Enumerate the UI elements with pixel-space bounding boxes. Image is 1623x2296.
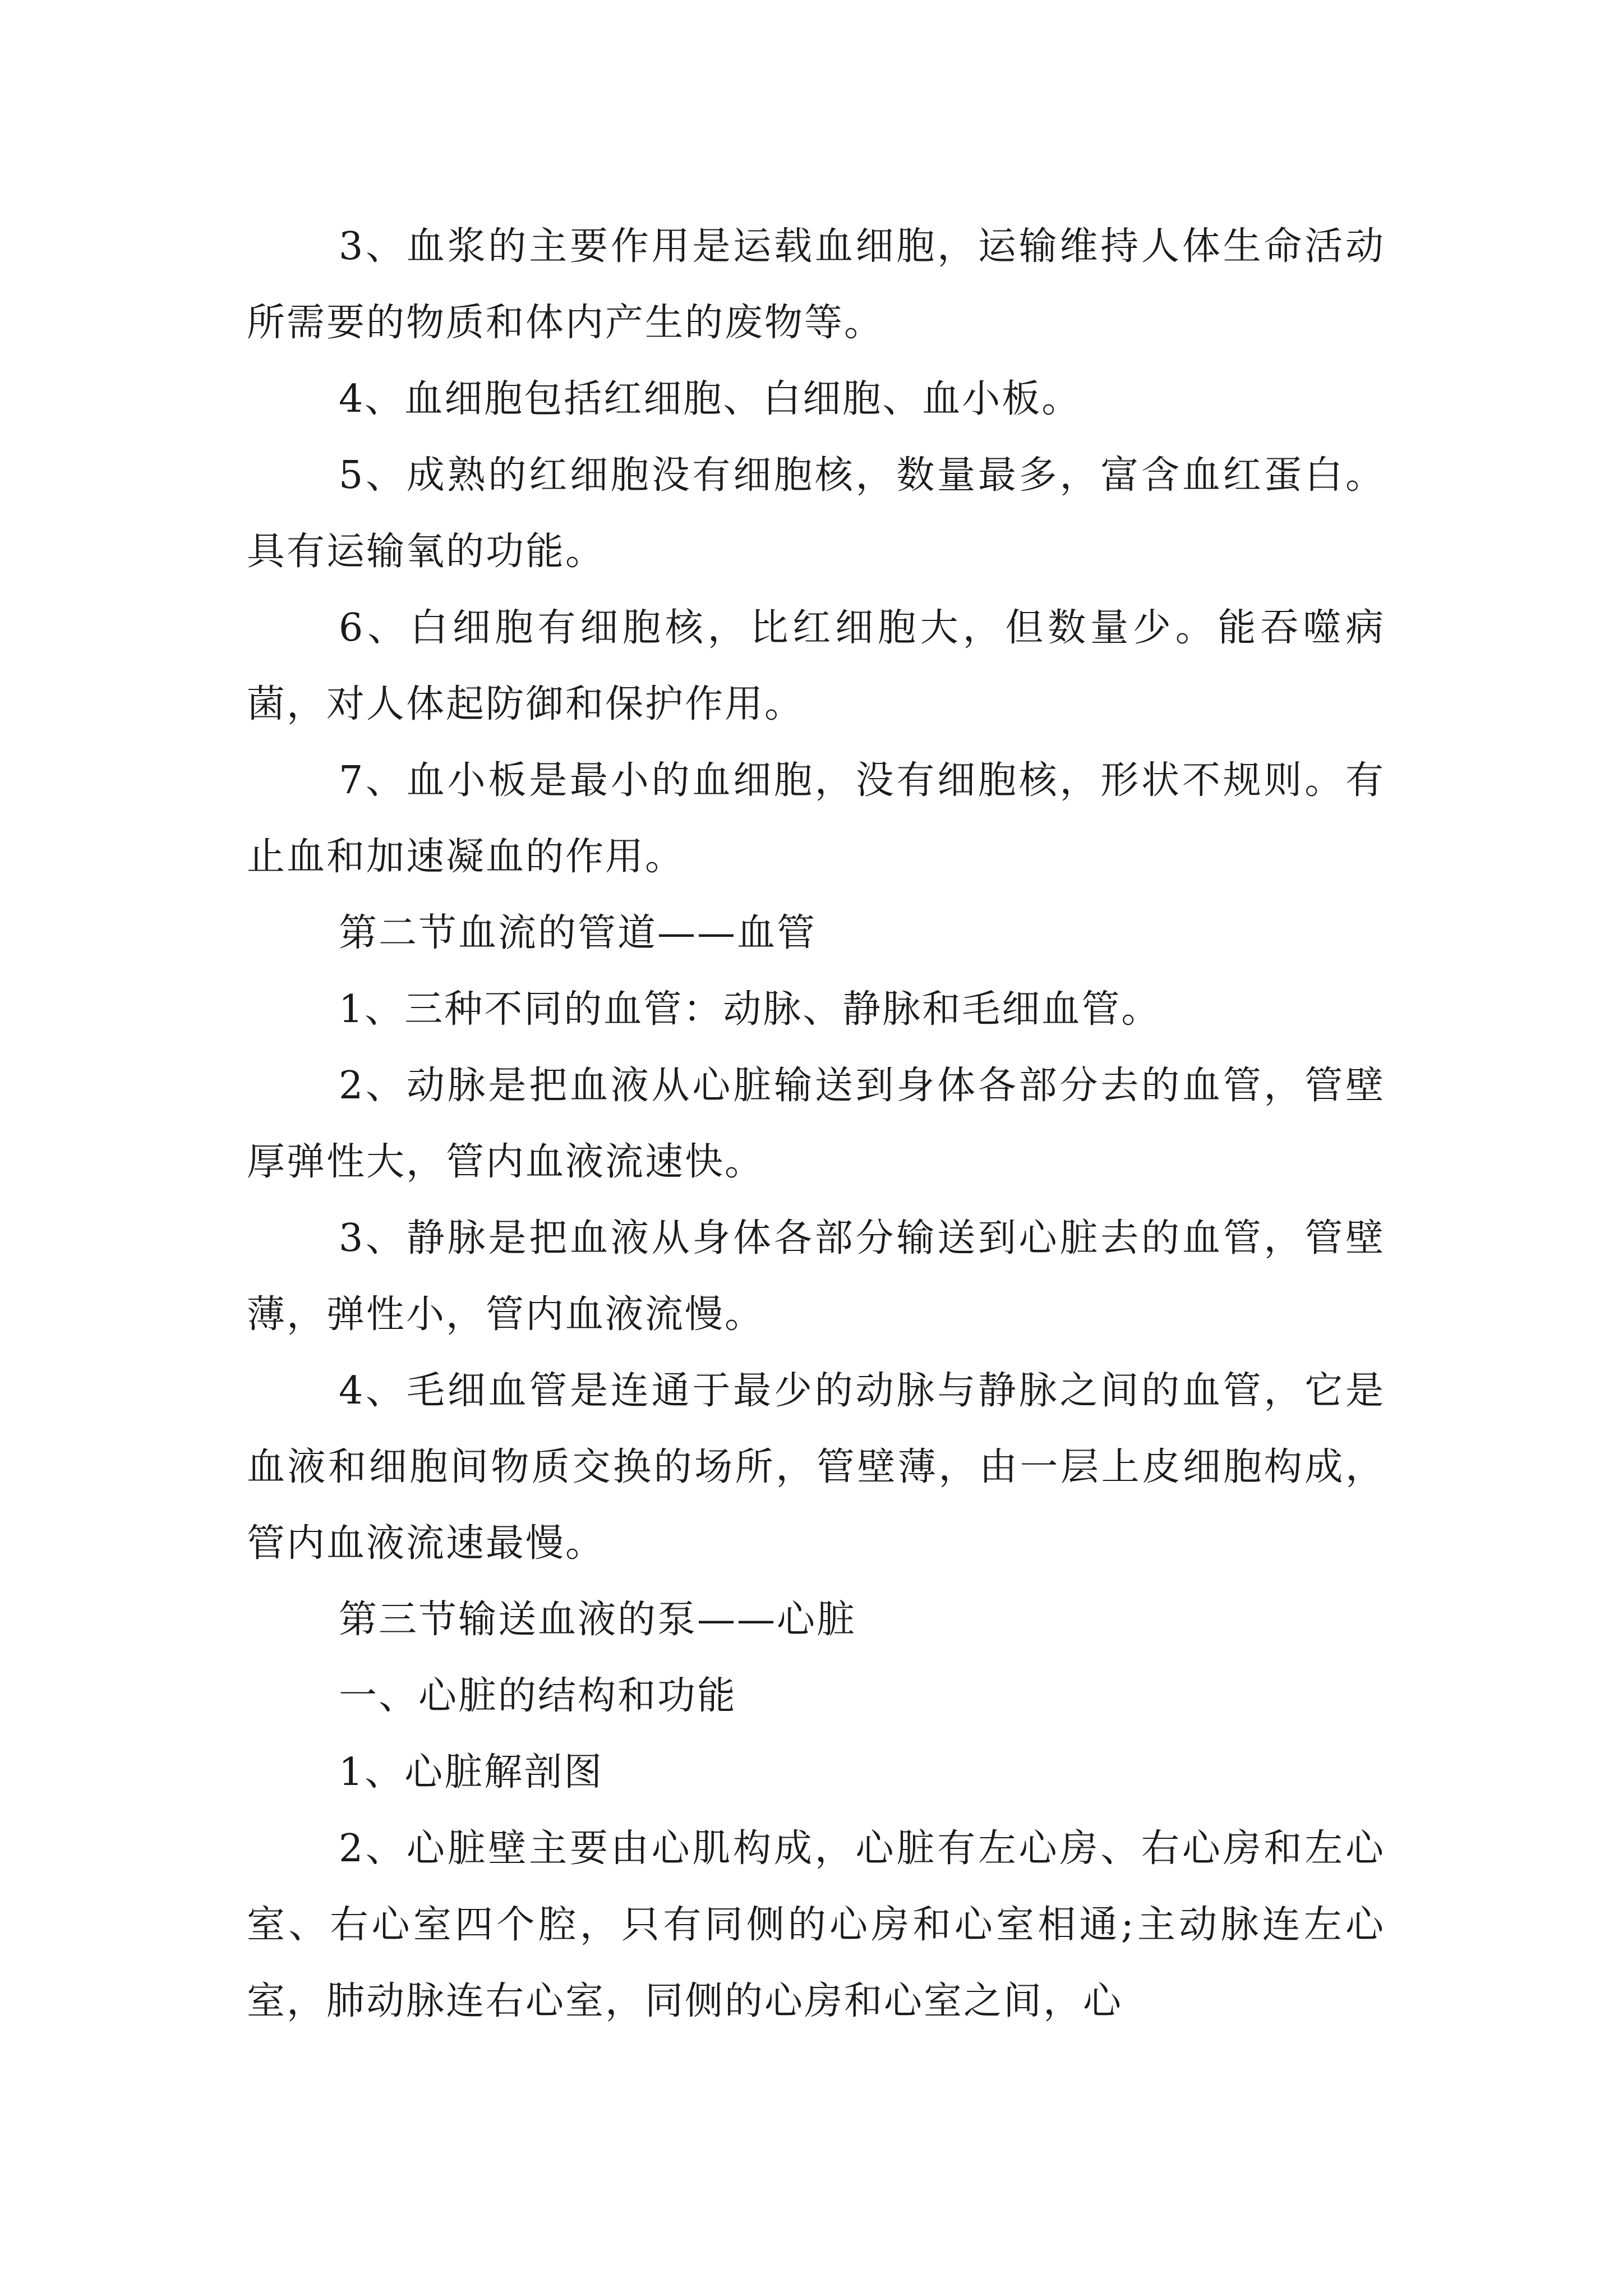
paragraph-platelets: 7、血小板是最小的血细胞，没有细胞核，形状不规则。有止血和加速凝血的作用。	[247, 758, 1385, 879]
subheading-heart-structure: 一、心脏的结构和功能	[339, 1674, 737, 1718]
document-body	[247, 209, 1385, 2040]
paragraph-arteries: 2、动脉是把血液从心脏输送到身体各部分去的血管，管壁厚弹性大，管内血液流速快。	[247, 1064, 1385, 1184]
paragraph-veins: 3、静脉是把血液从身体各部分输送到心脏去的血管，管壁薄，弹性小，管内血液流慢。	[247, 1216, 1385, 1337]
paragraph-blood-cells: 4、血细胞包括红细胞、白细胞、血小板。	[339, 377, 1082, 421]
section-heading-blood-vessels: 第二节血流的管道——血管	[339, 911, 817, 955]
paragraph-capillaries: 4、毛细血管是连通于最少的动脉与静脉之间的血管，它是血液和细胞间物质交换的场所，管壁薄，由一层上皮细胞构成，管内血液流速最慢。	[247, 1369, 1385, 1566]
paragraph-heart-diagram: 1、心脏解剖图	[339, 1750, 604, 1795]
paragraph-white-blood-cells: 6、白细胞有细胞核，比红细胞大，但数量少。能吞噬病菌，对人体起防御和保护作用。	[247, 606, 1385, 726]
paragraph-vessel-types: 1、三种不同的血管：动脉、静脉和毛细血管。	[339, 987, 1161, 1032]
section-heading-heart: 第三节输送血液的泵——心脏	[339, 1598, 857, 1642]
paragraph-plasma-function: 3、血浆的主要作用是运载血细胞，运输维持人体生命活动所需要的物质和体内产生的废物等。	[247, 224, 1385, 345]
paragraph-red-blood-cells: 5、成熟的红细胞没有细胞核，数量最多，富含血红蛋白。具有运输氧的功能。	[247, 453, 1385, 574]
paragraph-heart-wall: 2、心脏壁主要由心肌构成，心脏有左心房、右心房和左心室、右心室四个腔，只有同侧的心房和心室相通;主动脉连左心室，肺动脉连右心室，同侧的心房和心室之间，心	[247, 1826, 1385, 2023]
